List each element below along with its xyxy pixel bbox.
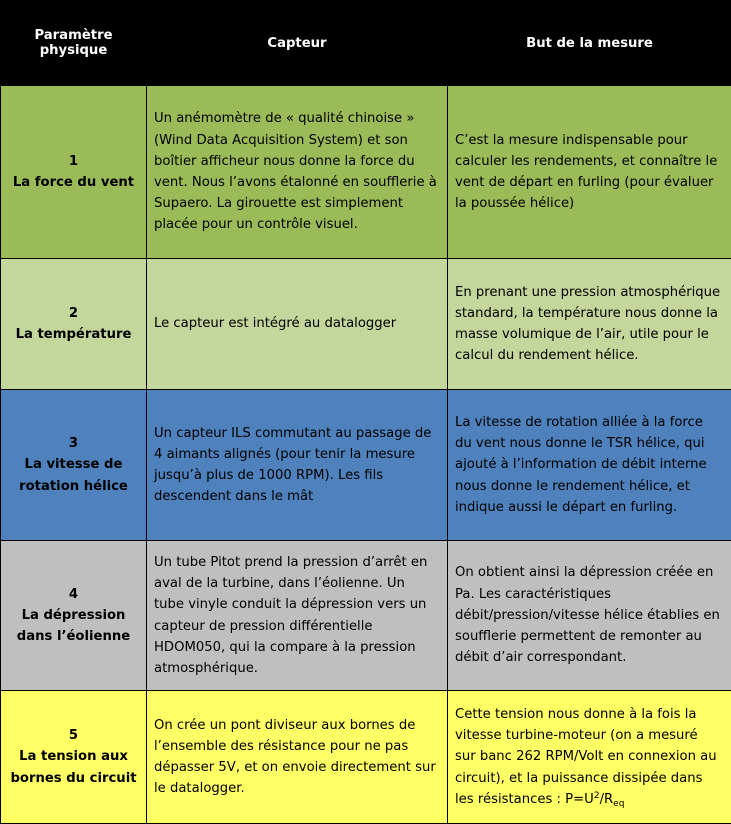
param-name: La température [7, 324, 140, 345]
formula-subscript: eq [613, 799, 624, 809]
param-number: 1 [7, 151, 140, 172]
header-row [1, 1, 731, 86]
param-cell [1, 259, 147, 390]
table-row [1, 541, 731, 691]
capteur-cell: Un capteur ILS commutant au passage de 4 aimants alignés (pour tenir la mesure jusqu’à plus de 1000 RPM). Les fils descendent dans le mât [147, 390, 448, 541]
capteur-cell: On crée un pont diviseur aux bornes de l’ensemble des résistance pour ne pas dépasser 5V, et on envoie directement sur le datalogger. [147, 691, 448, 824]
param-number: 4 [7, 584, 140, 605]
table-row [1, 259, 731, 390]
header-capteur: Capteur [147, 1, 448, 86]
but-text: Cette tension nous donne à la fois la vitesse turbine-moteur (on a mesuré sur banc 262 RPM/Volt en connexion au circuit), et la puissance dissipée dans les résistances : P=U [455, 707, 717, 807]
capteur-cell: Un anémomètre de « qualité chinoise » (Wind Data Acquisition System) et son boîtier afficheur nous donne la force du vent. Nous l’avons étalonné en soufflerie à Supaero. La girouette est simplement placée pour un contrôle visuel. [147, 86, 448, 259]
but-cell: C’est la mesure indispensable pour calculer les rendements, et connaître le vent de départ en furling (pour évaluer la poussée hélice) [448, 86, 731, 259]
param-cell [1, 541, 147, 691]
param-cell [1, 86, 147, 259]
but-cell: On obtient ainsi la dépression créée en Pa. Les caractéristiques débit/pression/vitesse hélice établies en soufflerie permettent de remonter au débit d’air correspondant. [448, 541, 731, 691]
param-cell [1, 691, 147, 824]
but-cell [448, 691, 731, 824]
param-name: La force du vent [7, 172, 140, 193]
header-param: Paramètre physique [1, 1, 147, 86]
formula-divisor: /R [600, 792, 614, 807]
param-number: 5 [7, 725, 140, 746]
param-number: 2 [7, 303, 140, 324]
but-cell: La vitesse de rotation alliée à la force du vent nous donne le TSR hélice, qui ajouté à l’information de débit interne nous donne le rendement hélice, et indique aussi le départ en furling. [448, 390, 731, 541]
table-row [1, 691, 731, 824]
capteur-cell: Le capteur est intégré au datalogger [147, 259, 448, 390]
param-cell [1, 390, 147, 541]
capteur-cell: Un tube Pitot prend la pression d’arrêt en aval de la turbine, dans l’éolienne. Un tube vinyle conduit la dépression vers un capteur de pression différentielle HDOM050, qui la compare à la pression atmosphérique. [147, 541, 448, 691]
param-name: La dépression dans l’éolienne [7, 605, 140, 647]
param-number: 3 [7, 433, 140, 454]
param-name: La vitesse de rotation hélice [7, 454, 140, 496]
table-row [1, 390, 731, 541]
header-but: But de la mesure [448, 1, 731, 86]
table-row [1, 86, 731, 259]
but-cell: En prenant une pression atmosphérique standard, la température nous donne la masse volumique de l’air, utile pour le calcul du rendement hélice. [448, 259, 731, 390]
formula-exponent: 2 [594, 791, 600, 801]
param-name: La tension aux bornes du circuit [7, 746, 140, 788]
